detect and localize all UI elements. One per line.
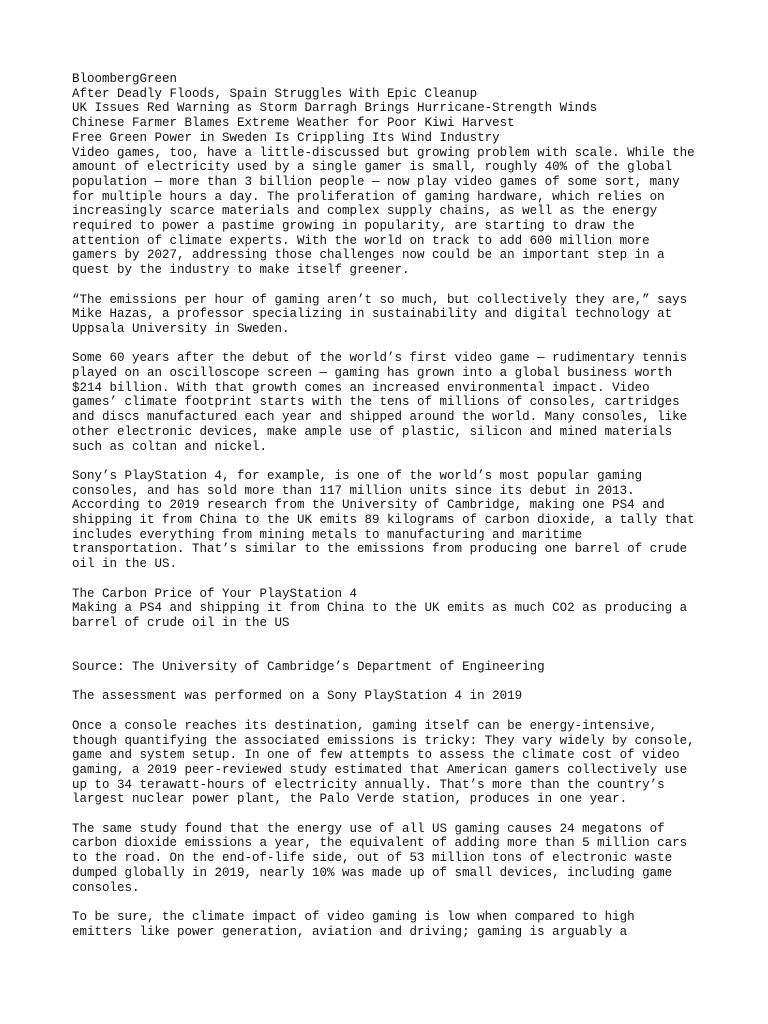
paragraph-line: Sony’s PlayStation 4, for example, is one of the world’s most popular gaming: [72, 468, 643, 483]
paragraph-line: consoles.: [72, 880, 140, 895]
assessment-note: [72, 689, 712, 704]
paragraph-line: quest by the industry to make itself greener.: [72, 263, 410, 278]
paragraph-line: shipping it from China to the UK emits 89 kilograms of carbon dioxide, a tally that: [72, 513, 695, 528]
paragraph-line: largest nuclear power plant, the Palo Verde station, produces in one year.: [72, 792, 628, 807]
paragraph-line: Once a console reaches its destination, gaming itself can be energy-intensive,: [72, 718, 658, 733]
chart-subtitle: Making a PS4 and shipping it from China to the UK emits as much CO2 as producing a: [72, 601, 688, 616]
paragraph-line: up to 34 terawatt-hours of electricity annually. That’s more than the country’s: [72, 777, 665, 792]
paragraph-line: game and system setup. In one of few attempts to assess the climate cost of video: [72, 748, 680, 763]
paragraph-line: other electronic devices, make ample use of plastic, silicon and mined materials: [72, 424, 673, 439]
headline-link[interactable]: After Deadly Floods, Spain Struggles With Epic Cleanup: [72, 86, 478, 101]
paragraph-line: increasingly scarce materials and complex supply chains, as well as the energy: [72, 204, 658, 219]
chart-placeholder-gap: [72, 631, 712, 660]
paragraph-line: and discs manufactured each year and shipped around the world. Many consoles, like: [72, 410, 688, 425]
paragraph-line: required to power a pastime growing in popularity, are starting to draw the: [72, 219, 635, 234]
paragraph-line: such as coltan and nickel.: [72, 439, 268, 454]
paragraph-line: amount of electricity used by a single gamer is small, roughly 40% of the global: [72, 160, 673, 175]
chart-caption: [72, 587, 712, 631]
headline-link[interactable]: Free Green Power in Sweden Is Crippling Its Wind Industry: [72, 130, 500, 145]
paragraph-line: includes everything from mining metals to manufacturing and maritime: [72, 527, 583, 542]
article-paragraph: [72, 293, 712, 337]
note-line: The assessment was performed on a Sony PlayStation 4 in 2019: [72, 689, 523, 704]
article-paragraph: [72, 351, 712, 454]
article-paragraph: [72, 822, 712, 896]
article-paragraph: [72, 910, 712, 939]
headline-link[interactable]: Chinese Farmer Blames Extreme Weather for Poor Kiwi Harvest: [72, 116, 515, 131]
paragraph-line: carbon dioxide emissions a year, the equivalent of adding more than 5 million cars: [72, 836, 688, 851]
chart-title: The Carbon Price of Your PlayStation 4: [72, 586, 358, 601]
article-paragraph: [72, 469, 712, 572]
chart-subtitle: barrel of crude oil in the US: [72, 615, 290, 630]
paragraph-line: attention of climate experts. With the world on track to add 600 million more: [72, 233, 650, 248]
source-line: Source: The University of Cambridge’s Department of Engineering: [72, 660, 545, 675]
paragraph-line: To be sure, the climate impact of video gaming is low when compared to high: [72, 909, 635, 924]
paragraph-line: Mike Hazas, a professor specializing in sustainability and digital technology at: [72, 307, 673, 322]
paragraph-line: $214 billion. With that growth comes an increased environmental impact. Video: [72, 380, 650, 395]
paragraph-line: for multiple hours a day. The proliferation of gaming hardware, which relies on: [72, 189, 665, 204]
paragraph-line: oil in the US.: [72, 557, 178, 572]
article-paragraph: [72, 146, 712, 278]
paragraph-line: games’ climate footprint starts with the tens of millions of consoles, cartridges: [72, 395, 680, 410]
paragraph-line: gaming, a 2019 peer-reviewed study estimated that American gamers collectively use: [72, 762, 688, 777]
paragraph-line: According to 2019 research from the University of Cambridge, making one PS4 and: [72, 498, 665, 513]
paragraph-line: population — more than 3 billion people — now play video games of some sort, many: [72, 174, 680, 189]
paragraph-line: The same study found that the energy use of all US gaming causes 24 megatons of: [72, 821, 665, 836]
document-page: [72, 72, 712, 954]
paragraph-line: dumped globally in 2019, nearly 10% was made up of small devices, including game: [72, 865, 673, 880]
paragraph-line: “The emissions per hour of gaming aren’t so much, but collectively they are,” says: [72, 292, 688, 307]
paragraph-line: Some 60 years after the debut of the world’s first video game — rudimentary tennis: [72, 351, 688, 366]
paragraph-line: played on an oscilloscope screen — gaming has grown into a global business worth: [72, 366, 673, 381]
source-note: [72, 660, 712, 675]
paragraph-line: transportation. That’s similar to the emissions from producing one barrel of crude: [72, 542, 688, 557]
paragraph-line: emitters like power generation, aviation and driving; gaming is arguably a: [72, 924, 628, 939]
paragraph-line: consoles, and has sold more than 117 million units since its debut in 2013.: [72, 483, 635, 498]
paragraph-line: gamers by 2027, addressing those challenges now could be an important step in a: [72, 248, 665, 263]
site-header: [72, 72, 712, 146]
article-paragraph: [72, 719, 712, 807]
paragraph-line: Uppsala University in Sweden.: [72, 321, 290, 336]
headline-link[interactable]: UK Issues Red Warning as Storm Darragh Brings Hurricane-Strength Winds: [72, 101, 598, 116]
paragraph-line: Video games, too, have a little-discussed but growing problem with scale. While the: [72, 145, 695, 160]
brand-name[interactable]: BloombergGreen: [72, 72, 178, 86]
paragraph-line: to the road. On the end-of-life side, out of 53 million tons of electronic waste: [72, 851, 673, 866]
paragraph-line: though quantifying the associated emissions is tricky: They vary widely by console,: [72, 733, 695, 748]
